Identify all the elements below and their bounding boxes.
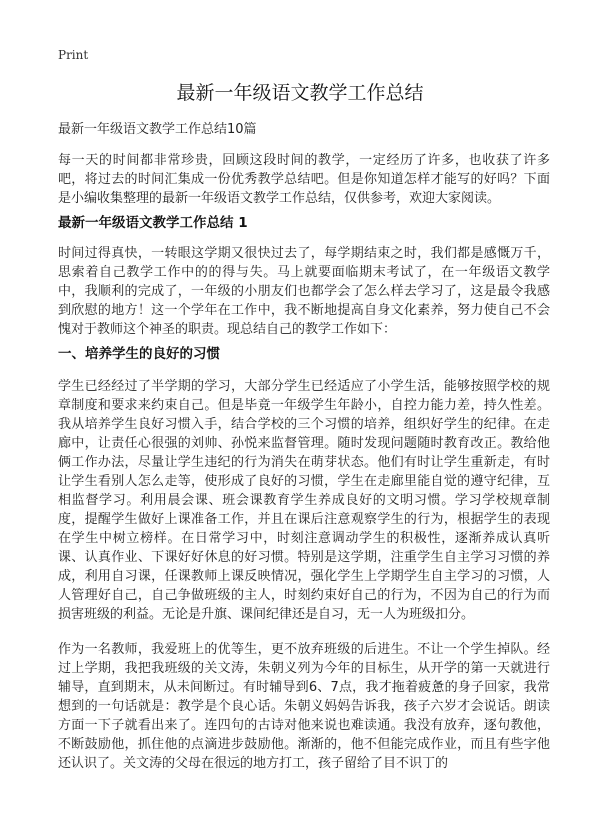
habits-paragraph: 学生已经经过了半学期的学习，大部分学生已经适应了小学生活，能够按照学校的规章制度和要求来约束自己。但是毕竟一年级学生年龄小，自控力能力差，持久性差。我从培养学生良好习惯入手，结合学校的三个习惯的培养，组织好学生的纪律。在走廊中，让责任心很强的刘帅、孙悦来监督管理。随时发现问题随时教育改正。教给他俩工作办法，尽量让学生违纪的行为消失在萌芽状态。他们有时让学生重新走，有时让学生看别人怎么走等，使形成了良好的习惯，学生在走廊里能自觉的遵守纪律，互相监督学习。利用晨会课、班会课教育学生养成良好的文明习惯。学习学校规章制度，提醒学生做好上课准备工作，并且在课后注意观察学生的行为，根据学生的表现在学生中树立榜样。在日常学习中，时刻注意调动学生的积极性，逐渐养成认真听课、认真作业、下课好好休息的好习惯。特别是这学期，注重学生自主学习习惯的养成，利用自习课，任课教师上课反映情况，强化学生上学期学生自主学习的习惯，人人管理好自己，自己争做班级的主人，时刻约束好自己的行为，不因为自己的行为而损害班级的利益。无论是升旗、课间纪律还是自习，无一人为班级扣分。 — [58, 379, 550, 622]
section-paragraph: 时间过得真快，一转眼这学期又很快过去了，每学期结束之时，我们都是感慨万千，思索着自己教学工作中的的得与失。马上就要面临期末考试了，在一年级语文教学中，我顺利的完成了，一年级的小朋友们也都学会了怎么样去学习了，这是最令我感到欣慰的地方！这一个学年在工作中，我不断地提高自身文化素养，努力使自己不会愧对于教师这个神圣的职责。现总结自己的教学工作如下： — [58, 246, 550, 337]
document-title: 最新一年级语文教学工作总结 — [176, 82, 424, 104]
print-link[interactable]: Print — [58, 48, 89, 62]
subsection-heading: 一、培养学生的良好的习惯 — [58, 346, 220, 362]
intro-paragraph: 每一天的时间都非常珍贵，回顾这段时间的教学，一定经历了许多，也收获了许多吧，将过去的时间汇集成一份优秀教学总结吧。但是你知道怎样才能写的好吗？下面是小编收集整理的最新一年级语文教学工作总结，仅供参考，欢迎大家阅读。 — [58, 153, 550, 206]
section-heading: 最新一年级语文教学工作总结 1 — [58, 215, 248, 231]
students-paragraph: 作为一名教师，我爱班上的优等生，更不放弃班级的后进生。不让一个学生掉队。经过上学期，我把我班级的关文涛，朱朝义列为今年的目标生，从开学的第一天就进行辅导，直到期末，从未间断过。有时辅导到6、7点，我才拖着疲惫的身子回家，我常想到的一句话就是：教学是个良心话。朱朝义妈妈告诉我，孩子六岁才会说话。朗读方面一下子就看出来了。连四句的古诗对他来说也难读通。我没有放弃，逐句教他，不断鼓励他，抓住他的点滴进步鼓励他。渐渐的，他不但能完成作业，而且有些字他还认识了。关文涛的父母在很远的地方打工，孩子留给了目不识丁的 — [58, 642, 550, 771]
document-subtitle: 最新一年级语文教学工作总结10篇 — [58, 122, 257, 137]
